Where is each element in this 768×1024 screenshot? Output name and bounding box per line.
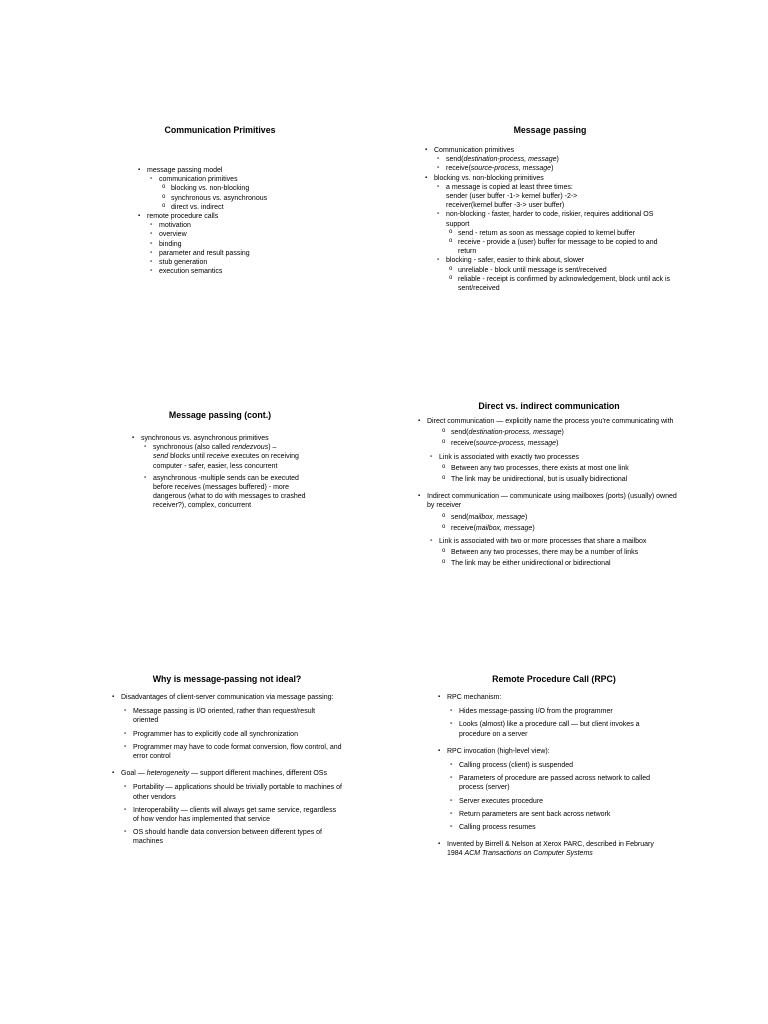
list-item: - asynchronous -multiple sends can be executed before receives (messages buffered) - more dangerous (what to do with messages to crashed receiver?), complex, concurrent [144,474,307,511]
list-item: - OS should handle data conversion between different types of machines [124,828,342,846]
list-item: ▪ Disadvantages of client-server communication via message passing: - Message passing is I/O oriented, rather than request/result oriented - Programmer has to explicitly code all synchronization - Programmer may have to code format conversion, flow control, and error control [112,693,342,761]
slide-title: Remote Procedure Call (RPC) [492,674,616,684]
list-item: o send(destination-process, message) [442,428,680,437]
list-item: ▪ synchronous vs. asynchronous primitives - synchronous (also called rendezvous) – send blocks until receive executes on receiving computer - safer, easier, less concurrent - asynchronous -multiple sends can be executed before receives (messages buffered) - more dangerous (what to do with messages to crashed receiver?), complex, concurrent [132,434,307,511]
list-item: - Server executes procedure [450,797,670,806]
list-item: - Looks (almost) like a procedure call — but client invokes a procedure on a server [450,720,670,738]
list-item: - execution semantics [150,267,340,276]
list-item: o unreliable - block until message is sent/received [449,266,675,275]
list-item: - motivation [150,221,340,230]
list-item: - communication primitives o blocking vs. non-blocking o synchronous vs. asynchronous o direct vs. indirect [150,175,340,212]
list-item: - parameter and result passing [150,249,340,258]
list-item: - Parameters of procedure are passed across network to called process (server) [450,774,670,792]
list-item: ▪ Goal — heterogeneity — support different machines, different OSs - Portability — applications should be trivially portable to machines of other vendors - Interoperability — clients will always get same service, regardless of how vendor has implemented that service - OS should handle data conversion between different types of machines [112,769,342,846]
list-item: ▪ Indirect communication — communicate using mailboxes (ports) (usually) owned by receiver o send(mailbox, message) o receive(mailbox, message) - Link is associated with two or more processes that share a mailbox o Between any two processes, there may be a number of links o The link may be either unidirectional or bidirectional [418,492,680,568]
list-item: o send(mailbox, message) [442,513,680,522]
list-item: - binding [150,240,340,249]
list-item: ▪ Direct communication — explicitly name the process you're communicating with o send(destination-process, message) o receive(source-process, message) - Link is associated with exactly two processes o Between any two processes, there exists at most one link o The link may be unidirectional, but is usually bidirectional [418,417,680,484]
slide-direct-vs-indirect [418,401,680,569]
slide-communication-primitives [100,125,340,276]
list-item: o reliable - receipt is confirmed by acknowledgement, block until ack is sent/received [449,275,675,293]
slide-title: Communication Primitives [164,125,276,135]
list-item: o blocking vs. non-blocking [162,184,340,193]
list-item: ▪ blocking vs. non-blocking primitives - a message is copied at least three times: sender (user buffer -1-> kernel buffer) -2-> receiver(kernel buffer -3-> user buffer) - non-blocking - faster, harder to code, riskier, requires additional OS support o send - return as soon as message copied to kernel buffer o receive - provide a (user) buffer for message to be copied to and return - blocking - safer, easier to think about, slower o unreliable - block until message is sent/received o reliable - receipt is confirmed by acknowledgement, block until ack is sent/received [425,174,675,294]
list-item: - Return parameters are sent back across network [450,810,670,819]
list-item: - Message passing is I/O oriented, rather than request/result oriented [124,707,342,725]
list-item: - Portability — applications should be trivially portable to machines of other vendors [124,783,342,801]
list-item: - stub generation [150,258,340,267]
list-item: ▪ RPC mechanism: - Hides message-passing I/O from the programmer - Looks (almost) like a procedure call — but client invokes a procedure on a server [438,693,670,739]
list-item: - synchronous (also called rendezvous) – send blocks until receive executes on receiving computer - safer, easier, less concurrent [144,443,307,471]
slide-message-passing [425,125,675,293]
list-item: ▪ message passing model - communication primitives o blocking vs. non-blocking o synchronous vs. asynchronous o direct vs. indirect [138,166,340,212]
list-item: ▪ remote procedure calls - motivation - overview - binding - parameter and result passing - stub generation - execution semantics [138,212,340,276]
slide-message-passing-cont [100,410,340,511]
slide-title: Message passing [513,125,587,135]
list-item: - Calling process resumes [450,823,670,832]
list-item: o synchronous vs. asynchronous [162,194,340,203]
list-item: o Between any two processes, there may be a number of links [442,548,680,557]
list-item: - Link is associated with exactly two processes o Between any two processes, there exists at most one link o The link may be unidirectional, but is usually bidirectional [430,453,680,485]
list-item: - Calling process (client) is suspended [450,761,670,770]
list-item: o The link may be unidirectional, but is usually bidirectional [442,475,680,484]
list-item: o receive - provide a (user) buffer for message to be copied to and return [449,238,675,256]
list-item: ▪ RPC invocation (high-level view): - Calling process (client) is suspended - Parameters of procedure are passed across network to called process (server) - Server executes procedure - Return parameters are sent back across network - Calling process resumes [438,747,670,832]
list-item: - blocking - safer, easier to think about, slower o unreliable - block until message is sent/received o reliable - receipt is confirmed by acknowledgement, block until ack is sent/received [437,256,675,293]
list-item: ▪ Communication primitives - send(destination-process, message) - receive(source-process, message) [425,146,675,174]
list-item: - receive(source-process, message) [437,164,675,173]
list-item: - Interoperability — clients will always get same service, regardless of how vendor has implemented that service [124,806,342,824]
list-item: o receive(source-process, message) [442,439,680,448]
list-item: - send(destination-process, message) [437,155,675,164]
list-item: o The link may be either unidirectional or bidirectional [442,559,680,568]
list-item: - non-blocking - faster, harder to code, riskier, requires additional OS support o send - return as soon as message copied to kernel buffer o receive - provide a (user) buffer for message to be copied to and return [437,210,675,256]
slide-title: Message passing (cont.) [168,410,272,420]
list-item: - Link is associated with two or more processes that share a mailbox o Between any two processes, there may be a number of links o The link may be either unidirectional or bidirectional [430,537,680,569]
list-item: o direct vs. indirect [162,203,340,212]
list-item: o Between any two processes, there exists at most one link [442,464,680,473]
slide-title: Why is message-passing not ideal? [152,674,302,684]
slide-rpc [438,674,670,859]
list-item: - Programmer has to explicitly code all synchronization [124,730,342,739]
list-item: - overview [150,230,340,239]
list-item: - Hides message-passing I/O from the programmer [450,707,670,716]
slide-why-not-ideal [112,674,342,851]
slide-title: Direct vs. indirect communication [478,401,620,411]
list-item: ▪ Invented by Birrell & Nelson at Xerox PARC, described in February 1984 ACM Transactions on Computer Systems [438,840,670,858]
list-item: o send - return as soon as message copied to kernel buffer [449,229,675,238]
list-item: - Programmer may have to code format conversion, flow control, and error control [124,743,342,761]
list-item: - a message is copied at least three times: sender (user buffer -1-> kernel buffer) -2-> receiver(kernel buffer -3-> user buffer) [437,183,675,211]
list-item: o receive(mailbox, message) [442,524,680,533]
